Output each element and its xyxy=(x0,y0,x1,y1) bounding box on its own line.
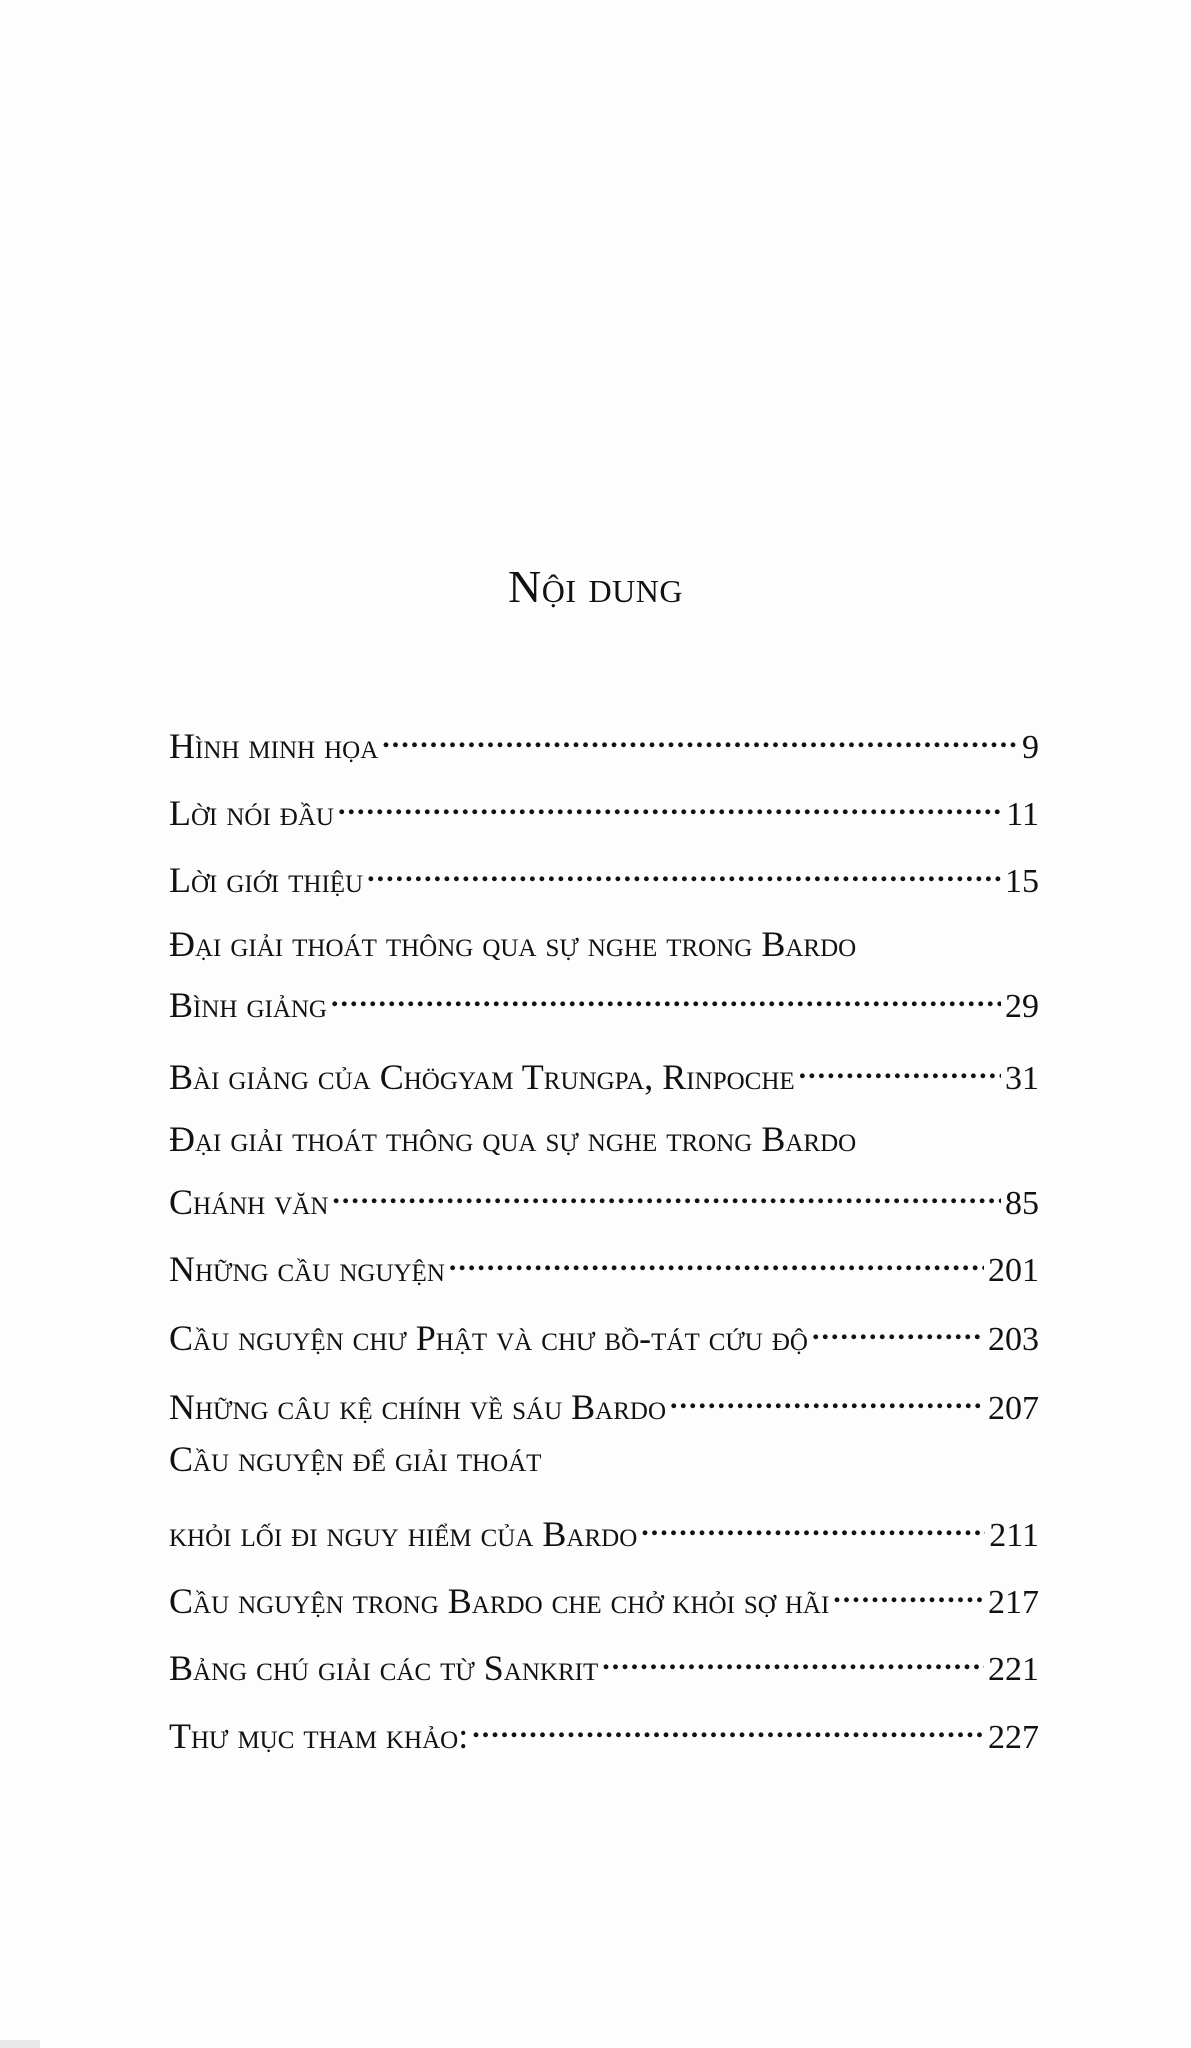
toc-entry-label: Những câu kệ chính về sáu Bardo xyxy=(169,1387,667,1427)
dot-leader xyxy=(812,1314,984,1350)
dot-leader xyxy=(338,789,1002,825)
toc-entry[interactable] xyxy=(169,856,1039,899)
dot-leader xyxy=(670,1383,984,1419)
toc-entry-page: 211 xyxy=(989,1517,1039,1554)
dot-leader xyxy=(449,1245,984,1281)
toc-entry-label: Bảng chú giải các từ Sankrit xyxy=(169,1648,599,1688)
toc-entry[interactable] xyxy=(169,1644,1039,1687)
dot-leader xyxy=(833,1577,984,1613)
toc-entry-heading[interactable] xyxy=(169,1121,1039,1157)
toc-entry-label: Cầu nguyện chư Phật và chư bồ-tát cứu độ xyxy=(169,1318,808,1358)
toc-entry-label: Bình giảng xyxy=(169,985,327,1025)
toc-entry[interactable] xyxy=(169,1245,1039,1288)
toc-entry-label: Lời nói đầu xyxy=(169,793,334,833)
toc-entry-label: Thư mục tham khảo: xyxy=(169,1716,469,1756)
toc-entry[interactable] xyxy=(169,789,1039,832)
toc-entry-label: Bài giảng của Chögyam Trungpa, Rinpoche xyxy=(169,1057,795,1097)
toc-entry[interactable] xyxy=(169,722,1039,765)
toc-entry-page: 217 xyxy=(988,1584,1039,1621)
page-title: Nội dung xyxy=(508,561,683,612)
toc-entry-label: Những cầu nguyện xyxy=(169,1249,445,1289)
toc-entry-label: Đại giải thoát thông qua sự nghe trong Bardo xyxy=(169,924,857,964)
toc-entry[interactable] xyxy=(169,1178,1039,1221)
toc-entry[interactable] xyxy=(169,1577,1039,1620)
toc-entry-label: Hình minh họa xyxy=(169,726,379,766)
dot-leader xyxy=(799,1053,1001,1089)
dot-leader xyxy=(602,1644,984,1680)
toc-entry-page: 9 xyxy=(1022,729,1039,766)
toc-entry-heading[interactable] xyxy=(169,1441,1039,1477)
dot-leader xyxy=(382,722,1018,758)
toc-entry-label: Cầu nguyện trong Bardo che chở khỏi sợ hãi xyxy=(169,1581,830,1621)
toc-entry-label: Lời giới thiệu xyxy=(169,860,364,900)
toc-entry[interactable] xyxy=(169,981,1039,1024)
dot-leader xyxy=(331,981,1001,1017)
toc-entry-page: 85 xyxy=(1005,1185,1039,1222)
toc-entry-page: 11 xyxy=(1006,796,1039,833)
toc-entry-label: khỏi lối đi nguy hiểm của Bardo xyxy=(169,1514,638,1554)
toc-entry-label: Đại giải thoát thông qua sự nghe trong Bardo xyxy=(169,1119,857,1159)
toc-entry[interactable] xyxy=(169,1314,1039,1357)
dot-leader xyxy=(641,1510,985,1546)
toc-entry[interactable] xyxy=(169,1383,1039,1426)
dot-leader xyxy=(472,1712,984,1748)
toc-entry[interactable] xyxy=(169,1510,1039,1553)
toc-entry-page: 207 xyxy=(988,1390,1039,1427)
toc-entry-page: 201 xyxy=(988,1252,1039,1289)
toc-entry-page: 221 xyxy=(988,1651,1039,1688)
toc-entry-label: Chánh văn xyxy=(169,1182,329,1222)
dot-leader xyxy=(367,856,1001,892)
toc-entry-label: Cầu nguyện để giải thoát xyxy=(169,1439,542,1479)
toc-entry-page: 31 xyxy=(1005,1060,1039,1097)
toc-entry[interactable] xyxy=(169,1053,1039,1096)
page-edge-shadow xyxy=(0,2040,40,2048)
toc-entry-page: 203 xyxy=(988,1321,1039,1358)
toc-entry-heading[interactable] xyxy=(169,926,1039,962)
toc-entry-page: 227 xyxy=(988,1719,1039,1756)
toc-entry-page: 29 xyxy=(1005,988,1039,1025)
toc-entry-page: 15 xyxy=(1005,863,1039,900)
toc-entry[interactable] xyxy=(169,1712,1039,1755)
dot-leader xyxy=(332,1178,1001,1214)
